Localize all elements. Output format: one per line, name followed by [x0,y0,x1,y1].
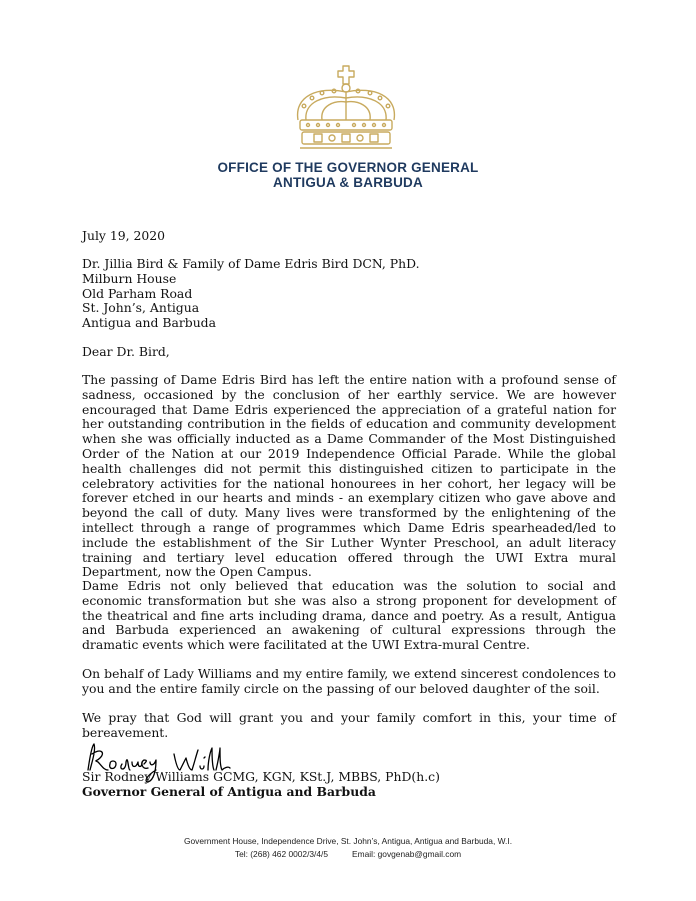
salutation: Dear Dr. Bird, [82,344,170,359]
crown-icon [288,62,404,154]
body-paragraph: The passing of Dame Edris Bird has left the entire nation with a profound sense of sadness, occasioned by the conclusion of her earthly service. We are however encouraged that Dame Edris experienced the appreciation of a grateful nation for her outstanding contribution in the fields of education and community development when she was officially inducted as a Dame Commander of the Most Distinguished Order of the Nation at our 2019 Independence Official Parade. While the global health challenges did not permit this distinguished citizen to participate in the celebratory activities for the national honourees in her cohort, her legacy will be forever etched in our hearts and minds - an exemplary citizen who gave above and beyond the call of duty. Many lives were transformed by the enlightening of the intellect through a range of programmes which Dame Edris spearheaded/led to include the establishment of the Sir Luther Wynter Preschool, an adult literacy training and tertiary level education offered through the UWI Extra mural Department, now the Open Campus. [82,372,616,580]
footer-email: Email: govgenab@gmail.com [352,849,462,859]
signer-name: Sir Rodney Williams GCMG, KGN, KSt.J, MBBS, PhD(h.c) [82,769,440,784]
footer-address: Government House, Independence Drive, St. John’s, Antigua, Antigua and Barbuda, W.I. [183,836,513,846]
letter-date: July 19, 2020 [82,228,166,243]
footer-telephone: Tel: (268) 462 0002/3/4/5 [234,849,329,859]
recipient-line: Old Parham Road [82,285,193,301]
signer-title: Governor General of Antigua and Barbuda [82,784,376,799]
recipient-line: Milburn House [82,270,177,286]
footer-contact [0,849,696,859]
recipient-address [82,257,420,331]
recipient-line: Antigua and Barbuda [82,315,216,331]
body-paragraph: Dame Edris not only believed that education was the solution to social and economic transformation but she was also a strong proponent for development of the theatrical and fine arts including drama, dance and poetry. As a result, Antigua and Barbuda experienced an awakening of cultural expressions through the dramatic events which were facilitated at the UWI Extra-mural Centre. [82,578,616,653]
body-paragraph: On behalf of Lady Williams and my entire family, we extend sincerest condolences to you and the entire family circle on the passing of our beloved daughter of the soil. [82,666,616,696]
recipient-line: Dr. Jillia Bird & Family of Dame Edris Bird DCN, PhD. [82,256,420,271]
office-country: ANTIGUA & BARBUDA [273,175,423,190]
body-paragraph: We pray that God will grant you and your family comfort in this, your time of bereavement. [82,710,616,740]
office-title: OFFICE OF THE GOVERNOR GENERAL [217,160,479,175]
recipient-line: St. John’s, Antigua [82,300,200,316]
